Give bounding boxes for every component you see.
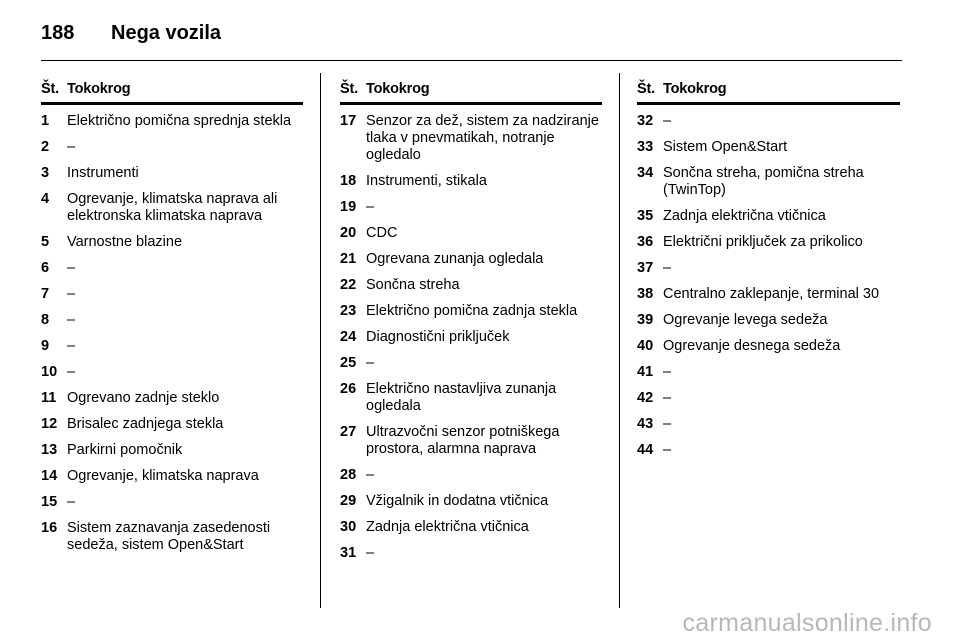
page-title: Nega vozila: [111, 22, 222, 44]
fuse-number: 10: [41, 364, 58, 380]
fuse-row: [41, 113, 303, 130]
fuse-number: 4: [41, 191, 50, 207]
fuse-row: [637, 113, 900, 130]
circuit-description: Vžigalnik in dodatna vtičnica: [366, 493, 549, 509]
fuse-number: 24: [340, 329, 357, 345]
fuse-number: 25: [340, 355, 357, 371]
fuse-number: 27: [340, 424, 357, 440]
fuse-number: 31: [340, 545, 357, 561]
fuse-row: [41, 260, 303, 277]
fuse-row: [637, 338, 900, 355]
fuse-row: [637, 416, 900, 433]
fuse-row: [340, 493, 602, 510]
fuse-number: 40: [637, 338, 654, 354]
page-header: [41, 22, 221, 44]
circuit-description: –: [67, 312, 76, 328]
circuit-description: –: [67, 338, 76, 354]
circuit-description: Električno pomična sprednja stekla: [67, 113, 292, 129]
fuse-number: 42: [637, 390, 654, 406]
fuse-number: 38: [637, 286, 654, 302]
fuse-number: 17: [340, 113, 357, 129]
fuse-row: [340, 113, 602, 164]
fuse-number: 21: [340, 251, 357, 267]
fuse-number: 44: [637, 442, 654, 458]
fuse-list: [340, 105, 602, 562]
circuit-description: –: [663, 113, 672, 129]
fuse-number: 7: [41, 286, 50, 302]
circuit-description: Varnostne blazine: [67, 234, 183, 250]
fuse-number: 22: [340, 277, 357, 293]
fuse-row: [340, 381, 602, 415]
fuse-number: 13: [41, 442, 58, 458]
fuse-number: 14: [41, 468, 58, 484]
watermark: carmanualsonline.info: [682, 609, 932, 637]
circuit-description: –: [366, 467, 375, 483]
circuit-description: Senzor za dež, sistem za nadziranje tlaka v pnevmatikah, notranje ogledalo: [366, 113, 599, 163]
column-header-circuit: Tokokrog: [366, 81, 430, 97]
fuse-row: [637, 286, 900, 303]
column-header-circuit: Tokokrog: [663, 81, 727, 97]
fuse-row: [340, 199, 602, 216]
circuit-description: –: [366, 355, 375, 371]
column-header-circuit: Tokokrog: [67, 81, 131, 97]
circuit-description: Instrumenti, stikala: [366, 173, 487, 189]
circuit-description: Ogrevanje, klimatska naprava ali elektronska klimatska naprava: [67, 191, 278, 224]
fuse-number: 3: [41, 165, 50, 181]
fuse-row: [41, 468, 303, 485]
fuse-number: 39: [637, 312, 654, 328]
fuse-number: 6: [41, 260, 50, 276]
circuit-description: Parkirni pomočnik: [67, 442, 183, 458]
header-rule: [41, 60, 902, 61]
fuse-number: 26: [340, 381, 357, 397]
fuse-row: [340, 277, 602, 294]
circuit-description: Centralno zaklepanje, terminal 30: [663, 286, 880, 302]
circuit-description: Sončna streha, pomična streha (TwinTop): [663, 165, 864, 198]
fuse-row: [41, 165, 303, 182]
circuit-description: –: [67, 364, 76, 380]
circuit-description: Diagnostični priključek: [366, 329, 510, 345]
fuse-row: [41, 416, 303, 433]
fuse-row: [637, 260, 900, 277]
circuit-description: –: [663, 364, 672, 380]
circuit-description: Ultrazvočni senzor potniškega prostora, alarmna naprava: [366, 424, 560, 457]
column-header-number: Št.: [340, 81, 358, 97]
column-header-number: Št.: [41, 81, 59, 97]
fuse-row: [41, 494, 303, 511]
fuse-row: [41, 234, 303, 251]
fuse-row: [41, 312, 303, 329]
circuit-description: Električni priključek za prikolico: [663, 234, 863, 250]
circuit-description: Instrumenti: [67, 165, 139, 181]
circuit-description: Ogrevana zunanja ogledala: [366, 251, 544, 267]
fuse-row: [41, 520, 303, 554]
fuse-row: [340, 424, 602, 458]
fuse-number: 43: [637, 416, 654, 432]
fuse-row: [340, 355, 602, 372]
fuse-number: 30: [340, 519, 357, 535]
column-separator: [619, 73, 620, 608]
fuse-row: [637, 208, 900, 225]
fuse-list: [637, 105, 900, 459]
fuse-row: [637, 165, 900, 199]
circuit-description: Zadnja električna vtičnica: [663, 208, 826, 224]
fuse-number: 36: [637, 234, 654, 250]
fuse-number: 32: [637, 113, 654, 129]
fuse-number: 15: [41, 494, 58, 510]
fuse-column-3: [637, 80, 900, 459]
fuse-column-1: [41, 80, 303, 554]
fuse-row: [340, 519, 602, 536]
fuse-row: [41, 364, 303, 381]
fuse-list: [41, 105, 303, 554]
circuit-description: Sončna streha: [366, 277, 460, 293]
fuse-row: [41, 191, 303, 225]
circuit-description: –: [67, 260, 76, 276]
fuse-number: 18: [340, 173, 357, 189]
fuse-row: [340, 303, 602, 320]
fuse-number: 5: [41, 234, 50, 250]
fuse-column-2: [340, 80, 602, 562]
circuit-description: Ogrevanje, klimatska naprava: [67, 468, 259, 484]
fuse-number: 20: [340, 225, 357, 241]
fuse-row: [340, 545, 602, 562]
fuse-number: 8: [41, 312, 50, 328]
circuit-description: –: [663, 442, 672, 458]
circuit-description: –: [67, 139, 76, 155]
fuse-row: [637, 390, 900, 407]
circuit-description: CDC: [366, 225, 398, 241]
fuse-row: [340, 329, 602, 346]
fuse-row: [41, 442, 303, 459]
fuse-number: 2: [41, 139, 50, 155]
fuse-row: [41, 139, 303, 156]
fuse-number: 37: [637, 260, 654, 276]
circuit-description: Brisalec zadnjega stekla: [67, 416, 224, 432]
fuse-number: 16: [41, 520, 58, 536]
fuse-number: 23: [340, 303, 357, 319]
fuse-row: [637, 139, 900, 156]
fuse-number: 11: [41, 390, 57, 406]
circuit-description: –: [67, 494, 76, 510]
fuse-row: [637, 234, 900, 251]
circuit-description: –: [366, 199, 375, 215]
column-header: [637, 80, 900, 105]
fuse-row: [41, 390, 303, 407]
fuse-row: [340, 225, 602, 242]
circuit-description: –: [663, 390, 672, 406]
fuse-row: [637, 312, 900, 329]
circuit-description: –: [663, 416, 672, 432]
circuit-description: Sistem zaznavanja zasedenosti sedeža, sistem Open&Start: [67, 520, 271, 553]
circuit-description: Sistem Open&Start: [663, 139, 788, 155]
fuse-row: [41, 286, 303, 303]
fuse-number: 29: [340, 493, 357, 509]
circuit-description: Električno pomična zadnja stekla: [366, 303, 578, 319]
fuse-row: [340, 173, 602, 190]
page-number: 188: [41, 22, 75, 44]
column-header: [340, 80, 602, 105]
circuit-description: Ogrevanje levega sedeža: [663, 312, 828, 328]
column-separator: [320, 73, 321, 608]
circuit-description: –: [663, 260, 672, 276]
circuit-description: Ogrevano zadnje steklo: [67, 390, 220, 406]
fuse-row: [637, 442, 900, 459]
circuit-description: –: [67, 286, 76, 302]
fuse-row: [41, 338, 303, 355]
column-header-number: Št.: [637, 81, 655, 97]
circuit-description: Zadnja električna vtičnica: [366, 519, 529, 535]
fuse-number: 34: [637, 165, 654, 181]
column-header: [41, 80, 303, 105]
circuit-description: Električno nastavljiva zunanja ogledala: [366, 381, 557, 414]
fuse-row: [340, 467, 602, 484]
circuit-description: –: [366, 545, 375, 561]
fuse-number: 35: [637, 208, 654, 224]
fuse-number: 28: [340, 467, 357, 483]
fuse-number: 33: [637, 139, 654, 155]
fuse-number: 1: [41, 113, 50, 129]
fuse-row: [637, 364, 900, 381]
circuit-description: Ogrevanje desnega sedeža: [663, 338, 841, 354]
fuse-number: 9: [41, 338, 50, 354]
fuse-number: 12: [41, 416, 58, 432]
fuse-row: [340, 251, 602, 268]
fuse-number: 19: [340, 199, 357, 215]
fuse-number: 41: [637, 364, 654, 380]
